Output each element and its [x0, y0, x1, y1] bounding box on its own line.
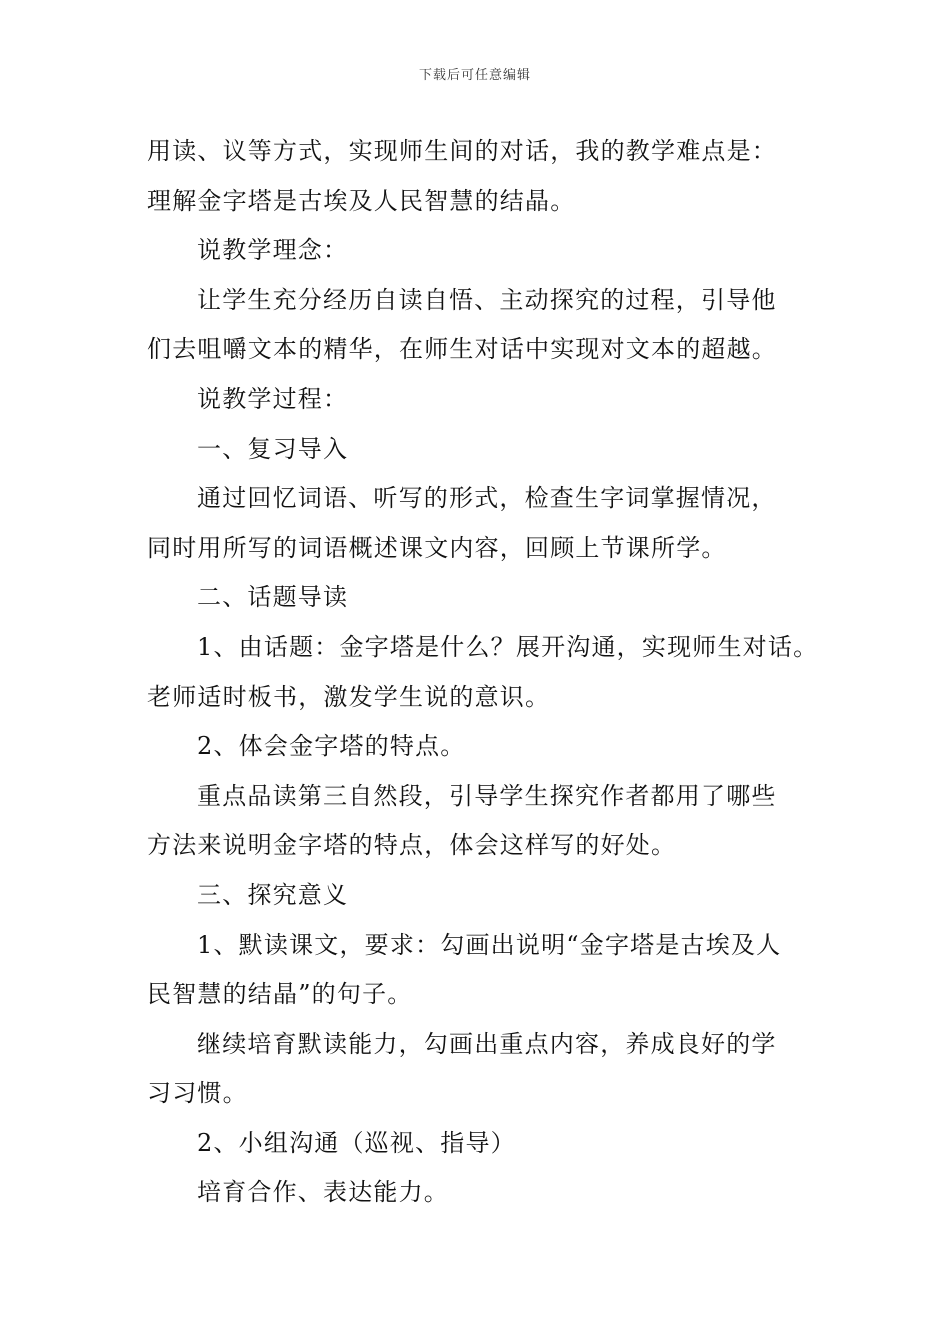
text-line: 让学生充分经历自读自悟、主动探究的过程，引导他 — [197, 285, 777, 314]
text-line: 1、由话题：金字塔是什么？展开沟通，实现师生对话。 — [197, 632, 819, 661]
text-line: 老师适时板书，激发学生说的意识。 — [147, 682, 551, 711]
text-line: 说教学理念： — [197, 236, 349, 265]
text-line: 培育合作、表达能力。 — [197, 1178, 449, 1207]
text-line: 重点品读第三自然段，引导学生探究作者都用了哪些 — [197, 781, 777, 810]
text-line: 说教学过程： — [197, 384, 349, 413]
text-line: 一、复习导入 — [197, 434, 349, 463]
text-line: 二、话题导读 — [197, 583, 349, 612]
text-line: 同时用所写的词语概述课文内容，回顾上节课所学。 — [147, 533, 727, 562]
text-line: 2、体会金字塔的特点。 — [197, 732, 466, 761]
text-line: 方法来说明金字塔的特点，体会这样写的好处。 — [147, 831, 677, 860]
text-line: 通过回忆词语、听写的形式，检查生字词掌握情况， — [197, 484, 777, 513]
text-line: 继续培育默读能力，勾画出重点内容，养成良好的学 — [197, 1029, 777, 1058]
text-line: 们去咀嚼文本的精华，在师生对话中实现对文本的超越。 — [147, 335, 777, 364]
page-header: 下载后可任意编辑 — [418, 68, 531, 83]
document-body — [147, 127, 819, 1218]
text-line: 2、小组沟通（巡视、指导） — [197, 1128, 516, 1157]
text-line: 习习惯。 — [147, 1079, 248, 1108]
text-line: 三、探究意义 — [197, 880, 349, 909]
text-line: 用读、议等方式，实现师生间的对话，我的教学难点是： — [147, 137, 777, 165]
text-line: 理解金字塔是古埃及人民智慧的结晶。 — [147, 186, 576, 215]
text-line: 民智慧的结晶”的句子。 — [147, 980, 413, 1009]
text-line: 1、默读课文，要求：勾画出说明“金字塔是古埃及人 — [197, 930, 782, 959]
